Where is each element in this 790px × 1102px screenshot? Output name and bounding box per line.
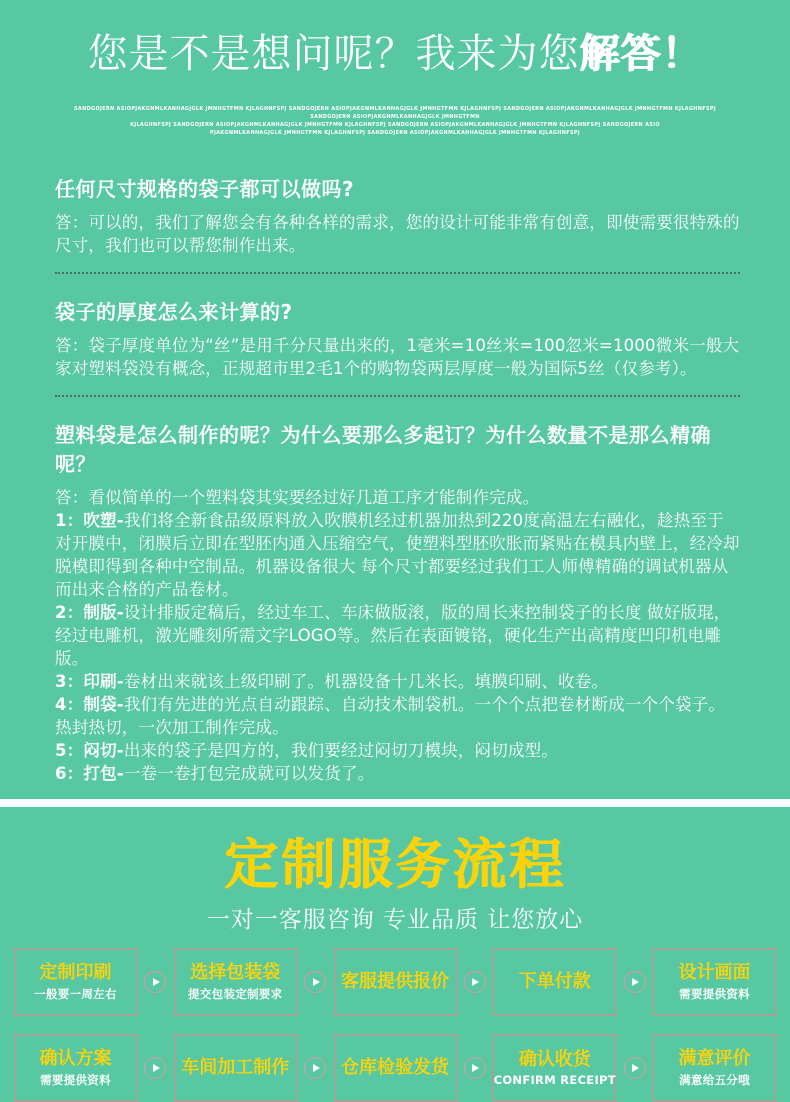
step-title: 客服提供报价	[341, 971, 449, 993]
arrow-right-icon	[464, 971, 486, 993]
step-subtitle: 提交包装定制要求	[188, 986, 283, 1001]
step-subtitle: 满意给五分哦	[679, 1072, 750, 1087]
process-step-box	[653, 948, 776, 1016]
step-title: 满意评价	[678, 1047, 751, 1069]
step-title: 确认方案	[39, 1047, 112, 1069]
faq-question: 任何尺寸规格的袋子都可以做吗?	[55, 176, 355, 201]
step-label: 5：闷切-	[55, 740, 124, 760]
faq-section	[0, 30, 790, 785]
process-step-text	[55, 601, 740, 670]
step-title: 仓库检验发货	[341, 1057, 449, 1079]
step-title: 选择包装袋	[190, 961, 281, 983]
process-step-text	[55, 509, 740, 601]
step-title: 确认收货	[518, 1048, 591, 1070]
process-flow	[0, 948, 790, 1102]
step-title: 下单付款	[518, 971, 591, 993]
faq-list	[0, 137, 790, 785]
step-label: 2：制版-	[55, 602, 124, 622]
process-step-text	[55, 670, 740, 693]
process-row	[14, 1034, 776, 1102]
arrow-right-icon	[624, 1057, 646, 1079]
step-subtitle: 需要提供资料	[679, 986, 750, 1001]
process-step-box	[14, 948, 137, 1016]
faq-question: 袋子的厚度怎么来计算的?	[55, 299, 293, 324]
arrow-right-icon	[624, 971, 646, 993]
faq-answer-intro: 答：看似简单的一个塑料袋其实要经过好几道工序才能制作完成。	[55, 487, 540, 507]
step-label: 4：制袋-	[55, 694, 124, 714]
step-subtitle: 一般要一周左右	[34, 986, 117, 1001]
arrow-right-icon	[144, 971, 166, 993]
arrow-right-icon	[304, 1057, 326, 1079]
step-subtitle: 需要提供资料	[40, 1072, 111, 1087]
dotted-divider	[55, 272, 740, 274]
fineprint-line: SANDGOJERN ASIOPJAKGNMLKANHAGJGLK JMNHGTFMN KJLAGHNFSPJ SANDGOJERN ASIOPJAKGNMLKANHAGJGLK JMNHGTFMN KJLAGHNFSPJ SANDGOJERN ASIOPJAKGNMLKANHAGJGLK JMNHGTFMN KJLAGHNFSPJ SANDGOJERN ASIOPJAKGNMLKANHAGJGLK JMNHGTFMN	[74, 105, 716, 120]
process-step-text	[55, 739, 740, 762]
process-step-box	[493, 1034, 616, 1102]
step-body: 出来的袋子是四方的，我们要经过闷切刀模块，闷切成型。	[123, 740, 559, 760]
fineprint-line: KJLAGHNFSPJ SANDGOJERN ASIOPJAKGNMLKANHAGJGLK JMNHGTFMN KJLAGHNFSPJ SANDGOJERN ASIOPJAKGNMLKANHAGJGLK JMNHGTFMN KJLAGHNFSPJ SANDGOJERN ASIO	[130, 121, 660, 128]
step-body: 卷材出来就该上级印刷了。机器设备十几米长。填膜印刷、收卷。	[123, 671, 609, 691]
step-subtitle: CONFIRM RECEIPT	[493, 1072, 616, 1087]
step-title: 定制印刷	[39, 961, 112, 983]
white-divider-band	[0, 799, 790, 807]
fineprint-text	[59, 105, 731, 137]
step-label: 6：打包-	[55, 763, 124, 783]
process-step-box	[334, 1034, 457, 1102]
arrow-right-icon	[144, 1057, 166, 1079]
step-label: 1：吹塑-	[55, 510, 124, 530]
faq-answer: 答：可以的，我们了解您会有各种各样的需求，您的设计可能非常有创意，即使需要很特殊的尺寸，我们也可以帮您制作出来。	[55, 212, 740, 255]
step-body: 我们有先进的光点自动跟踪、自动技术制袋机。一个个点把卷材断成一个个袋子。热封热切，一次加工制作完成。	[55, 694, 726, 737]
process-row	[14, 948, 776, 1016]
dotted-divider	[55, 395, 740, 397]
step-title: 车间加工制作	[181, 1057, 290, 1079]
arrow-right-icon	[304, 971, 326, 993]
page-title	[0, 30, 790, 78]
process-title: 定制服务流程	[224, 832, 566, 896]
page-title-normal: 您是不是想问呢？我来为您	[87, 31, 580, 77]
process-step-box	[174, 1034, 297, 1102]
process-step-box	[334, 948, 457, 1016]
faq-answer: 答：袋子厚度单位为“丝”是用千分尺量出来的，1毫米=10丝米=100忽米=1000微米一般大家对塑料袋没有概念，正规超市里2毛1个的购物袋两层厚度一般为国际5丝（仅参考）。	[55, 335, 740, 378]
faq-item	[55, 296, 740, 380]
arrow-right-icon	[464, 1057, 486, 1079]
step-body: 一卷一卷打包完成就可以发货了。	[123, 763, 375, 783]
process-step-text	[55, 762, 740, 785]
process-subtitle: 一对一客服咨询 专业品质 让您放心	[206, 907, 584, 934]
step-body: 设计排版定稿后，经过车工、车床做版滚，版的周长来控制袋子的长度 做好版琨，经过电雕机，激光雕刻所需文字LOGO等。然后在表面镀铬，硬化生产出高精度凹印机电雕版。	[55, 602, 731, 668]
step-title: 设计画面	[678, 961, 751, 983]
faq-item	[55, 419, 740, 785]
process-step-box	[174, 948, 297, 1016]
step-body: 我们将全新食品级原料放入吹膜机经过机器加热到220度高温左右融化，趁热至于对开膜中，闭膜后立即在型胚内通入压缩空气，使塑料型胚吹胀而紧贴在模具内壁上，经冷却脱模即得到各种中空制品。机器设备很大 每个尺寸都要经过我们工人师傅精确的调试机器从而出来合格的产品卷材。	[55, 510, 740, 599]
process-step-box	[653, 1034, 776, 1102]
process-step-text	[55, 693, 740, 739]
faq-item	[55, 173, 740, 257]
step-label: 3：印刷-	[55, 671, 124, 691]
fineprint-line: PJAKGNMLKANHAGJGLK JMNHGTFMN KJLAGHNFSPJ SANDGOJERN ASIOPJAKGNMLKANHAGJGLK JMNHGTFMN KJLAGHNFSPJ	[210, 129, 580, 136]
page-title-accent: 解答！	[579, 31, 703, 77]
faq-question: 塑料袋是怎么制作的呢？为什么要那么多起订？为什么数量不是那么精确呢？	[55, 422, 711, 476]
process-step-box	[14, 1034, 137, 1102]
custom-service-process-section	[0, 807, 790, 1102]
process-step-box	[493, 948, 616, 1016]
